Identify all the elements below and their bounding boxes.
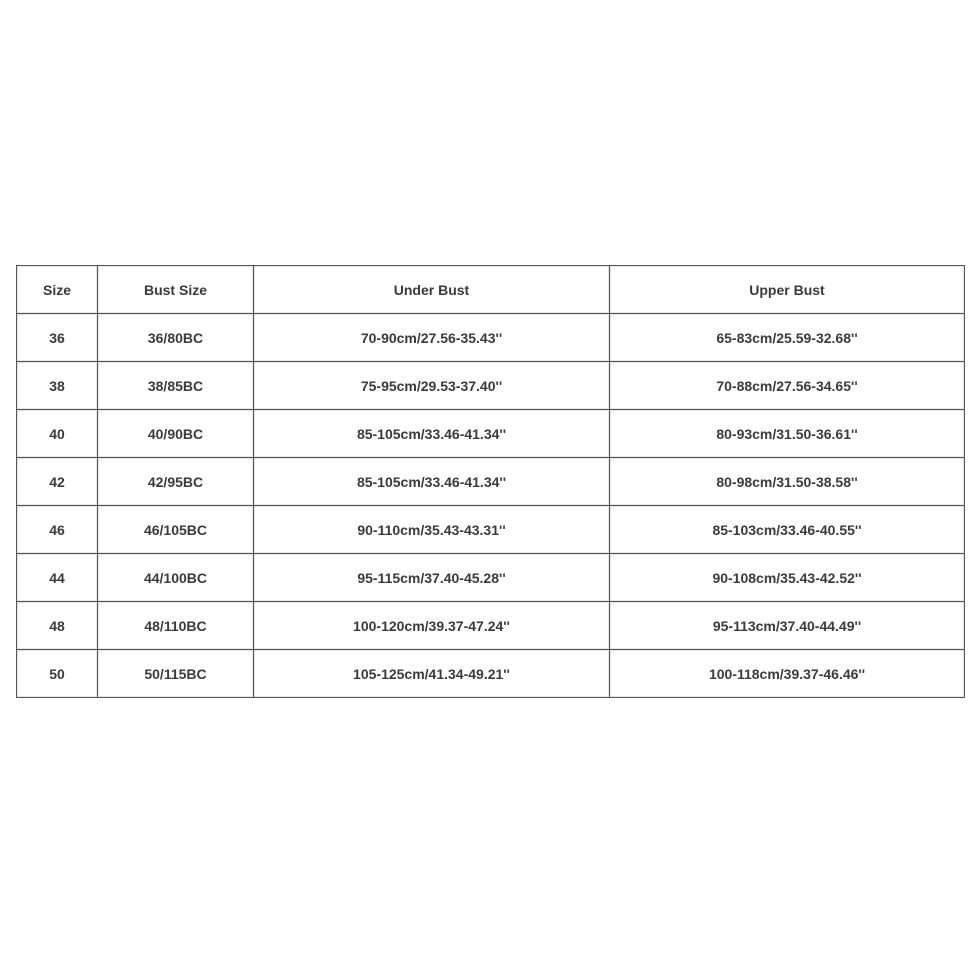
cell-bust-size: 50/115BC [98,650,254,698]
header-under-bust: Under Bust [254,266,610,314]
size-chart-table [16,265,965,698]
cell-size: 38 [17,362,98,410]
header-row [17,266,965,314]
cell-bust-size: 36/80BC [98,314,254,362]
cell-upper-bust: 85-103cm/33.46-40.55'' [610,506,965,554]
table-row [17,554,965,602]
table-row [17,314,965,362]
cell-size: 40 [17,410,98,458]
cell-size: 50 [17,650,98,698]
cell-under-bust: 90-110cm/35.43-43.31'' [254,506,610,554]
cell-bust-size: 48/110BC [98,602,254,650]
cell-bust-size: 42/95BC [98,458,254,506]
cell-under-bust: 70-90cm/27.56-35.43'' [254,314,610,362]
table-row [17,410,965,458]
table-row [17,650,965,698]
cell-size: 48 [17,602,98,650]
cell-bust-size: 44/100BC [98,554,254,602]
cell-under-bust: 85-105cm/33.46-41.34'' [254,458,610,506]
cell-upper-bust: 80-93cm/31.50-36.61'' [610,410,965,458]
cell-size: 44 [17,554,98,602]
cell-under-bust: 85-105cm/33.46-41.34'' [254,410,610,458]
table-row [17,506,965,554]
cell-size: 36 [17,314,98,362]
cell-size: 42 [17,458,98,506]
cell-under-bust: 75-95cm/29.53-37.40'' [254,362,610,410]
table-row [17,458,965,506]
cell-upper-bust: 90-108cm/35.43-42.52'' [610,554,965,602]
cell-upper-bust: 100-118cm/39.37-46.46'' [610,650,965,698]
cell-bust-size: 38/85BC [98,362,254,410]
cell-under-bust: 105-125cm/41.34-49.21'' [254,650,610,698]
cell-under-bust: 95-115cm/37.40-45.28'' [254,554,610,602]
header-size: Size [17,266,98,314]
cell-upper-bust: 95-113cm/37.40-44.49'' [610,602,965,650]
cell-upper-bust: 80-98cm/31.50-38.58'' [610,458,965,506]
cell-size: 46 [17,506,98,554]
cell-upper-bust: 70-88cm/27.56-34.65'' [610,362,965,410]
header-upper-bust: Upper Bust [610,266,965,314]
cell-bust-size: 40/90BC [98,410,254,458]
cell-under-bust: 100-120cm/39.37-47.24'' [254,602,610,650]
table-row [17,602,965,650]
cell-bust-size: 46/105BC [98,506,254,554]
table-row [17,362,965,410]
header-bust-size: Bust Size [98,266,254,314]
cell-upper-bust: 65-83cm/25.59-32.68'' [610,314,965,362]
